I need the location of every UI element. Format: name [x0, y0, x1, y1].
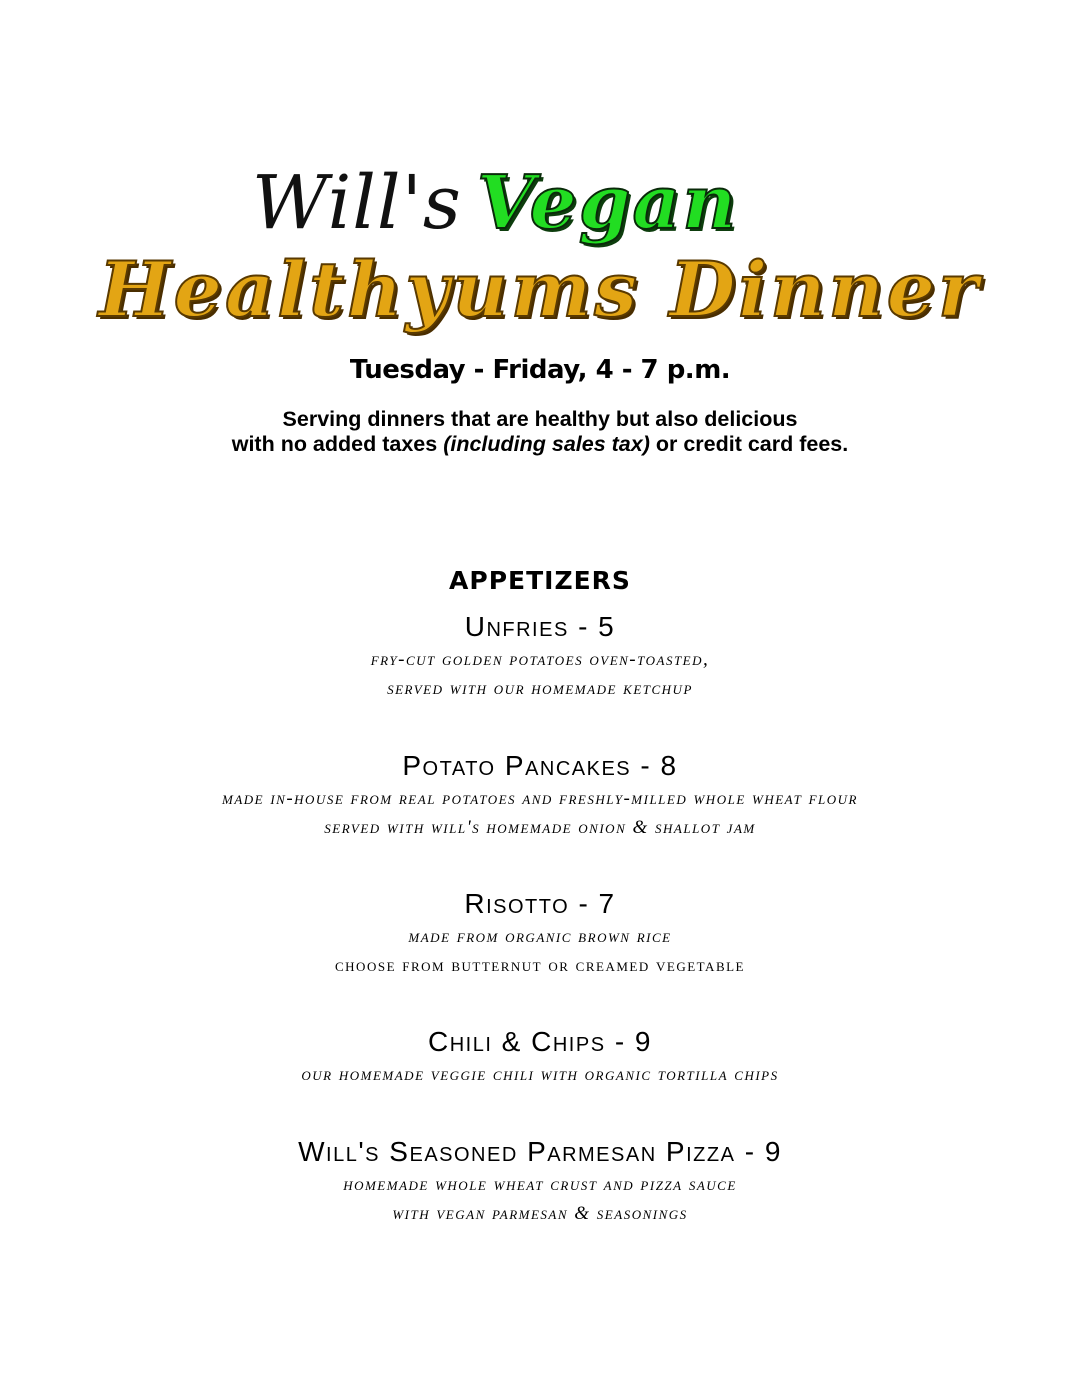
item-name: Risotto - 7: [464, 888, 616, 919]
tagline-line-2: [0, 432, 1080, 457]
item-description: choose from butternut or creamed vegetable: [335, 955, 745, 976]
item-description: served with our homemade ketchup: [387, 678, 693, 699]
menu-item-risotto: [0, 886, 1080, 980]
menu-item-parmesan-pizza: [0, 1134, 1080, 1228]
item-name: Unfries - 5: [464, 611, 616, 642]
item-description: homemade whole wheat crust and pizza sauce: [343, 1174, 737, 1195]
menu-item-chili-chips: [0, 1024, 1080, 1089]
menu-item-potato-pancakes: [0, 748, 1080, 842]
title-line-2: Healthyums Dinner: [98, 245, 982, 334]
tagline-line-1: Serving dinners that are healthy but also delicious: [282, 407, 798, 431]
tagline-text-after: or credit card fees.: [649, 432, 849, 456]
menu-item-unfries: [0, 609, 1080, 703]
title-vegan: Vegan: [476, 160, 739, 246]
tagline-text-before: with no added taxes: [231, 432, 444, 456]
item-name: Chili & Chips - 9: [428, 1026, 652, 1057]
item-description: served with will's homemade onion & shallot jam: [324, 817, 756, 838]
item-name: Will's Seasoned Parmesan Pizza - 9: [298, 1136, 782, 1167]
title-wills: Will's: [251, 160, 462, 246]
hours: Tuesday - Friday, 4 - 7 p.m.: [349, 355, 731, 385]
item-description: our homemade veggie chili with organic tortilla chips: [301, 1064, 779, 1085]
item-description: made from organic brown rice: [408, 926, 672, 947]
section-title-appetizers: APPETIZERS: [449, 566, 631, 595]
item-description: with vegan parmesan & seasonings: [392, 1203, 688, 1224]
item-name: Potato Pancakes - 8: [402, 750, 678, 781]
tagline-italic: (including sales tax): [443, 432, 650, 456]
item-description: made in-house from real potatoes and freshly-milled whole wheat flour: [221, 788, 858, 809]
item-description: fry-cut golden potatoes oven-toasted,: [370, 649, 710, 670]
tagline: [0, 407, 1080, 457]
